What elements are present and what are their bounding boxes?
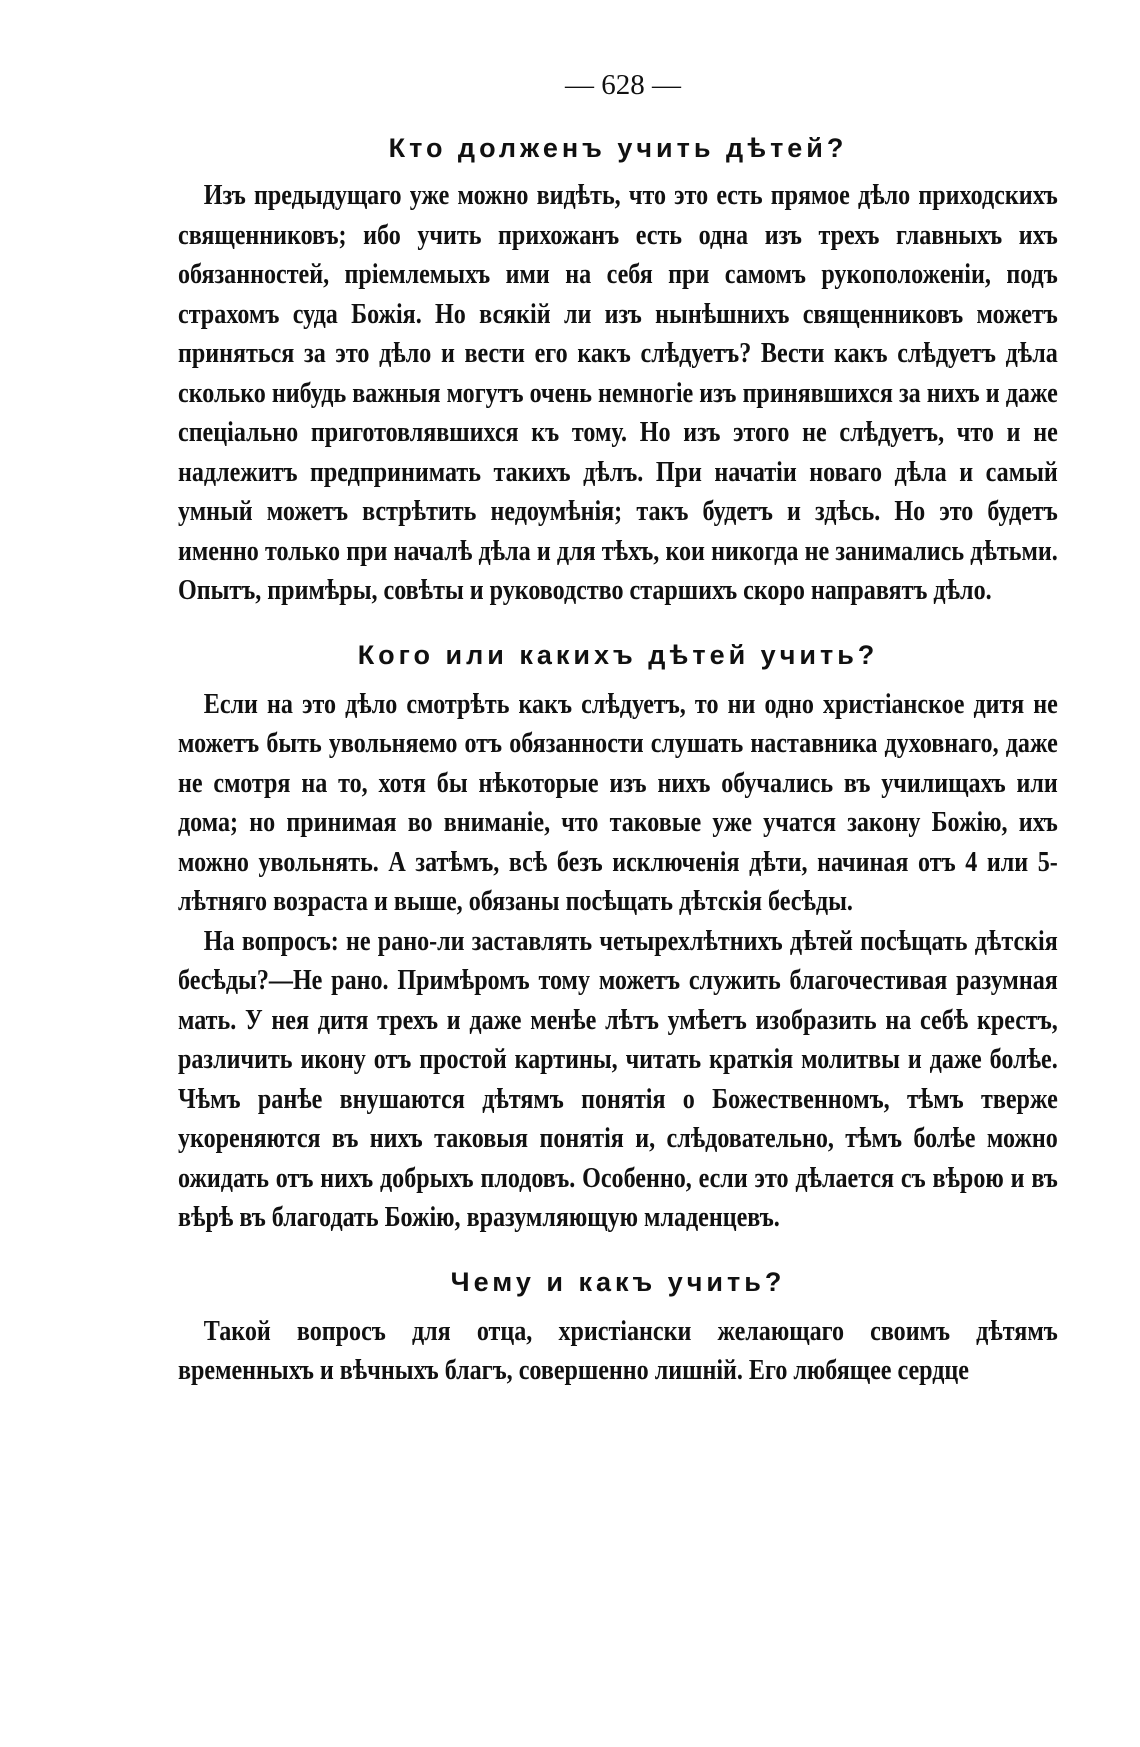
- paragraph-whom-to-teach-2: На вопросъ: не рано-ли заставлять четырехлѣтнихъ дѣтей посѣщать дѣтскія бесѣды?—Не рано. Примѣромъ тому можетъ служить благочестивая разумная мать. У нея дитя трехъ и даже менѣе лѣтъ умѣетъ изобразить на себѣ крестъ, различить икону отъ простой картины, читать краткія молитвы и даже болѣе. Чѣмъ ранѣе внушаются дѣтямъ понятія о Божественномъ, тѣмъ тверже укореняются въ нихъ таковыя понятія и, слѣдовательно, тѣмъ болѣе можно ожидать отъ нихъ добрыхъ плодовъ. Особенно, если это дѣлается съ вѣрою и въ вѣрѣ въ благодать Божію, вразумляющую младенцевъ.: [178, 925, 1058, 1233]
- page-number: — 628 —: [565, 69, 681, 101]
- section-heading-what-and-how: Чему и какъ учить?: [450, 1266, 786, 1297]
- book-page: [178, 60, 1058, 1391]
- paragraph-what-and-how: Такой вопросъ для отца, христіански желающаго своимъ дѣтямъ временныхъ и вѣчныхъ благъ, совершенно лишній. Его любящее сердце: [178, 1315, 1058, 1386]
- section-heading-whom-to-teach: Кого или какихъ дѣтей учить?: [357, 639, 879, 670]
- paragraph-whom-to-teach-1: Если на это дѣло смотрѣть какъ слѣдуетъ, то ни одно христіанское дитя не можетъ быть увольняемо отъ обязанности слушать наставника духовнаго, даже не смотря на то, хотя бы нѣкоторые изъ нихъ обучались въ училищахъ или дома; но принимая во вниманіе, что таковые уже учатся закону Божію, ихъ можно увольнять. А затѣмъ, всѣ безъ исключенія дѣти, начиная отъ 4 или 5-лѣтняго возраста и выше, обязаны посѣщать дѣтскія бесѣды.: [178, 688, 1058, 917]
- section-heading-who-teaches: Кто долженъ учить дѣтей?: [388, 133, 848, 163]
- paragraph-who-teaches: Изъ предыдущаго уже можно видѣть, что это есть прямое дѣло приходскихъ священниковъ; ибо учить прихожанъ есть одна изъ трехъ главныхъ ихъ обязанностей, пріемлемыхъ ими на себя при самомъ рукоположеніи, подъ страхомъ суда Божія. Но всякій ли изъ нынѣшнихъ священниковъ можетъ приняться за это дѣло и вести его какъ слѣдуетъ? Вести какъ слѣдуетъ дѣла сколько нибудь важныя могутъ очень немногіе изъ принявшихся за нихъ и даже спеціально приготовлявшихся къ тому. Но изъ этого не слѣдуетъ, что и не надлежитъ предпринимать такихъ дѣлъ. При начатіи новаго дѣла и самый умный можетъ встрѣтить недоумѣнія; такъ будетъ и здѣсь. Но это будетъ именно только при началѣ дѣла и для тѣхъ, кои никогда не занимались дѣтьми. Опытъ, примѣры, совѣты и руководство старшихъ скоро направятъ дѣло.: [178, 180, 1058, 606]
